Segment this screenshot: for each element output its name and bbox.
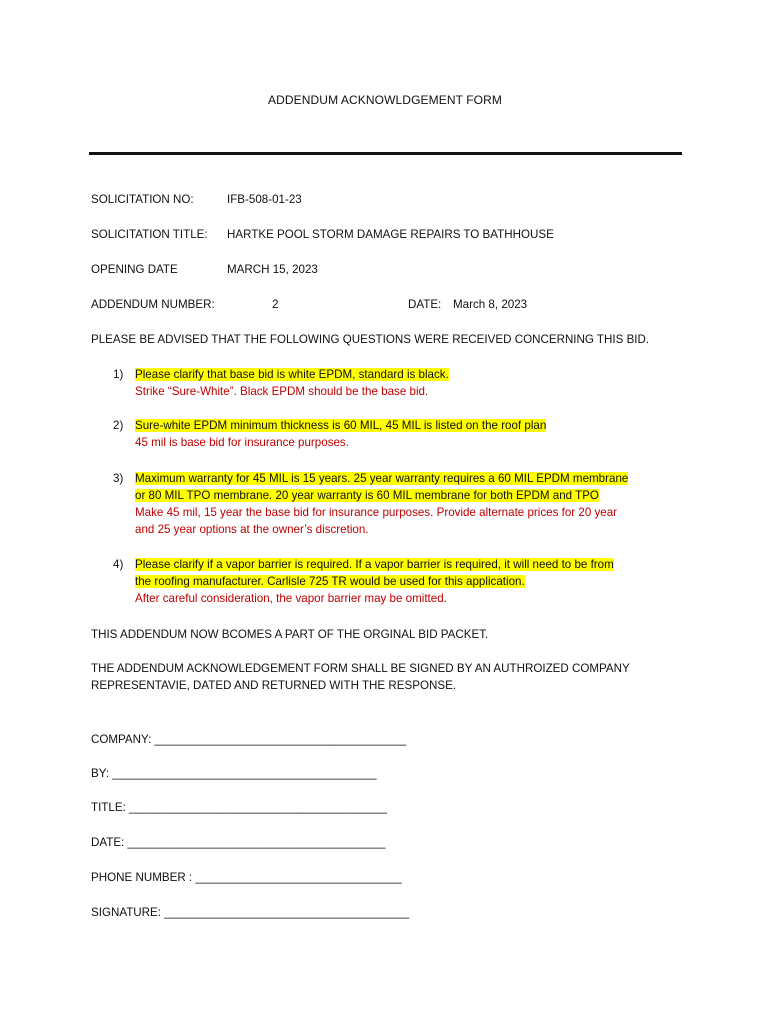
- solicitation-title-value: HARTKE POOL STORM DAMAGE REPAIRS TO BATHHOUSE: [227, 228, 554, 241]
- addendum-number-label: ADDENDUM NUMBER:: [91, 298, 215, 311]
- form-title: ADDENDUM ACKNOWLDGEMENT FORM: [268, 93, 502, 107]
- date-label: DATE:: [408, 298, 442, 311]
- by-field: BY: _________________________________________: [91, 767, 377, 780]
- opening-date-label: OPENING DATE: [91, 263, 178, 276]
- answer-text-line: and 25 year options at the owner’s discretion.: [135, 523, 369, 536]
- solicitation-no-value: IFB-508-01-23: [227, 193, 302, 206]
- answer-text-line: Strike “Sure-White”. Black EPDM should be the base bid.: [135, 385, 429, 398]
- question-text-line: Maximum warranty for 45 MIL is 15 years. 25 year warranty requires a 60 MIL EPDM membrane: [135, 472, 629, 485]
- question-1: [135, 366, 449, 400]
- question-text-line: Please clarify that base bid is white EPDM, standard is black.: [135, 368, 449, 381]
- addendum-number-value: 2: [272, 298, 279, 311]
- question-4: [135, 556, 614, 607]
- date-field: DATE: ________________________________________: [91, 836, 386, 849]
- title-rule: [89, 152, 682, 155]
- question-text-line: Sure-white EPDM minimum thickness is 60 MIL, 45 MIL is listed on the roof plan: [135, 419, 547, 432]
- title-field: TITLE: ________________________________________: [91, 801, 387, 814]
- statement-sign-line: THE ADDENDUM ACKNOWLEDGEMENT FORM SHALL BE SIGNED BY AN AUTHROIZED COMPANY: [91, 662, 630, 675]
- answer-text-line: 45 mil is base bid for insurance purposes.: [135, 436, 349, 449]
- question-number: 3): [113, 472, 124, 485]
- question-text-line: Please clarify if a vapor barrier is required. If a vapor barrier is required, it will need to be from: [135, 558, 614, 571]
- question-2: [135, 417, 546, 451]
- question-text-line: the roofing manufacturer. Carlisle 725 TR would be used for this application.: [135, 575, 525, 588]
- solicitation-title-label: SOLICITATION TITLE:: [91, 228, 208, 241]
- question-text-line: or 80 MIL TPO membrane. 20 year warranty is 60 MIL membrane for both EPDM and TPO: [135, 489, 599, 502]
- advisory-text: PLEASE BE ADVISED THAT THE FOLLOWING QUESTIONS WERE RECEIVED CONCERNING THIS BID.: [91, 333, 650, 346]
- answer-text-line: After careful consideration, the vapor barrier may be omitted.: [135, 592, 447, 605]
- opening-date-value: MARCH 15, 2023: [227, 263, 318, 276]
- solicitation-no-label: SOLICITATION NO:: [91, 193, 194, 206]
- question-3: [135, 470, 628, 538]
- date-value: March 8, 2023: [453, 298, 528, 311]
- signature-field: SIGNATURE: ______________________________________: [91, 906, 410, 919]
- question-number: 1): [113, 368, 124, 381]
- question-number: 2): [113, 419, 124, 432]
- question-number: 4): [113, 558, 124, 571]
- answer-text-line: Make 45 mil, 15 year the base bid for insurance purposes. Provide alternate prices for 20 year: [135, 506, 618, 519]
- company-field: COMPANY: _______________________________________: [91, 733, 407, 746]
- phone-number-field: PHONE NUMBER : ________________________________: [91, 871, 402, 884]
- statement-addendum-part: THIS ADDENDUM NOW BCOMES A PART OF THE ORGINAL BID PACKET.: [91, 628, 489, 641]
- statement-sign-line: REPRESENTAVIE, DATED AND RETURNED WITH THE RESPONSE.: [91, 679, 457, 692]
